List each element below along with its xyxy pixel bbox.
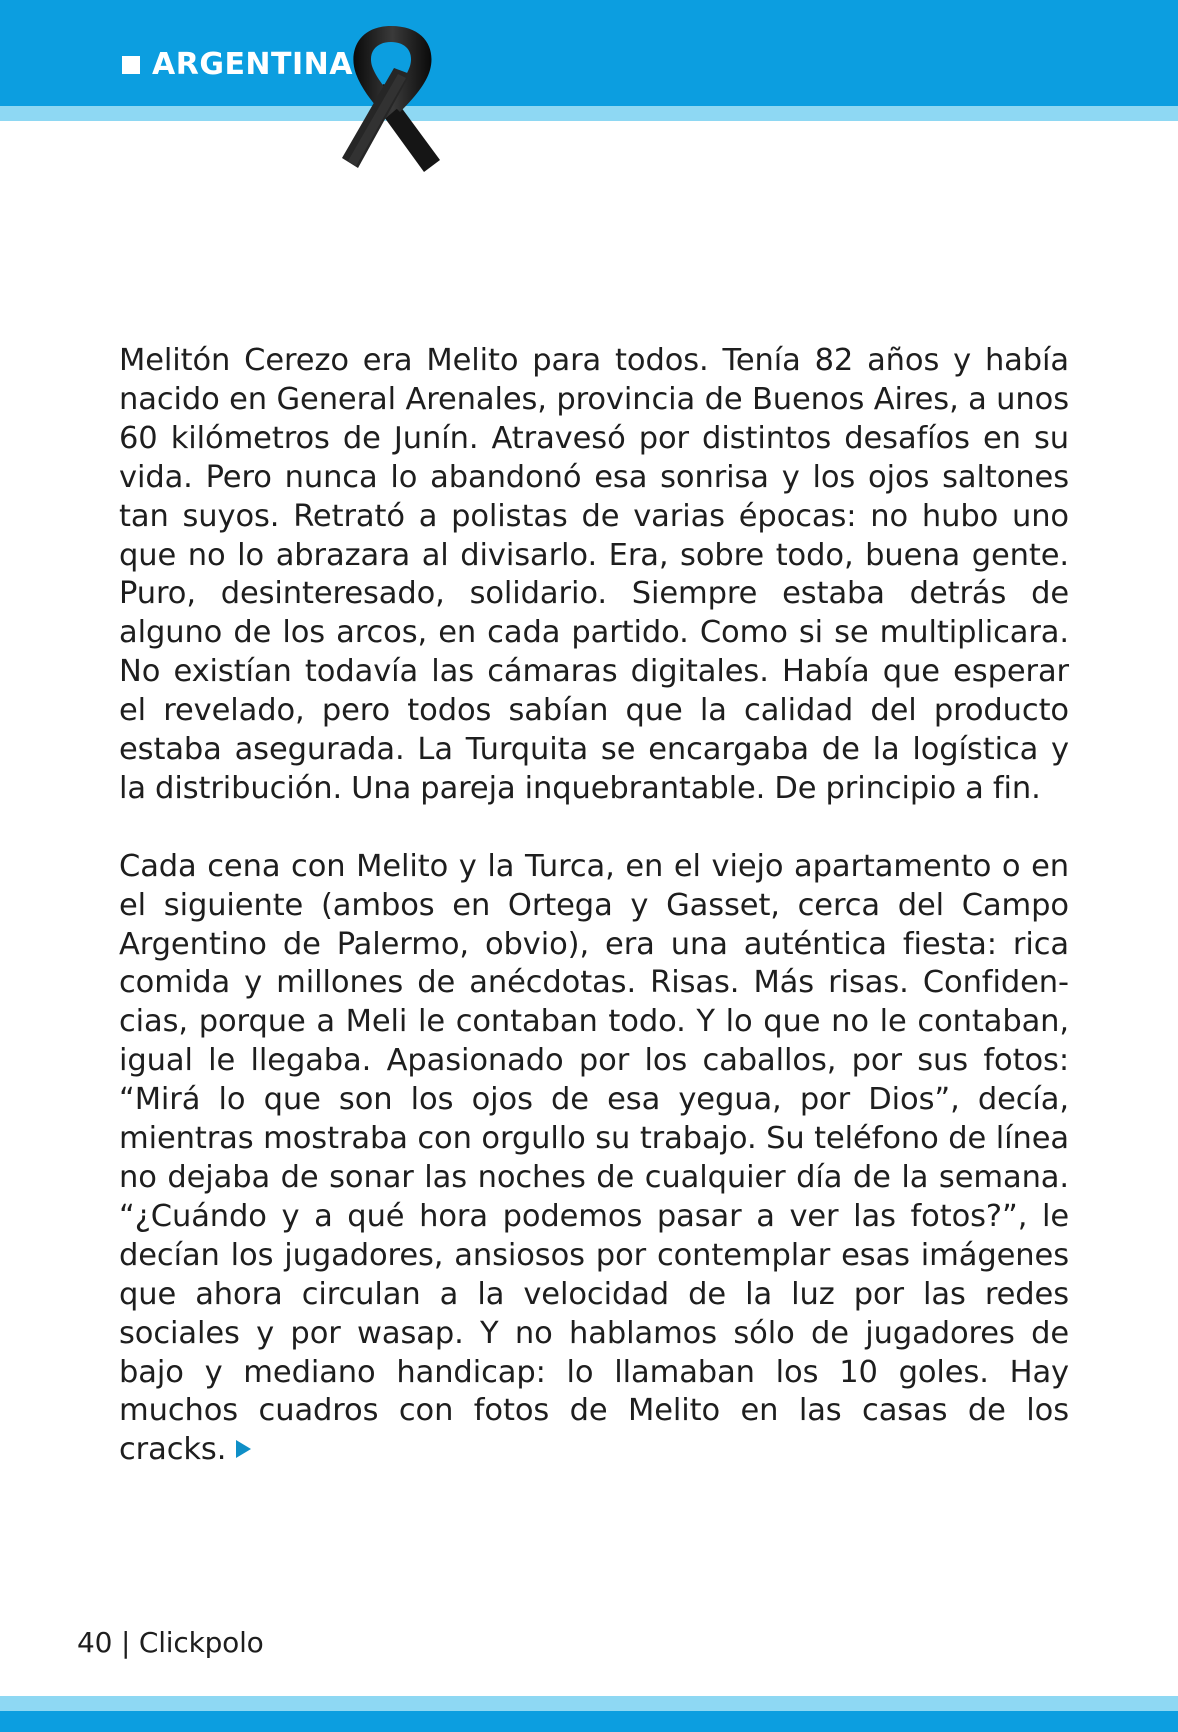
page-footer <box>77 1626 264 1659</box>
triangle-right-icon <box>236 1440 251 1458</box>
section-label: ARGENTINA <box>152 47 353 82</box>
section-tag <box>122 47 353 82</box>
article-paragraph-2 <box>119 848 1069 1471</box>
footer-band <box>0 1711 1178 1732</box>
article-paragraph-2-text: Cada cena con Melito y la Turca, en el viejo apartamento o en el siguiente (ambos en Ortega y Gasset, cerca del Campo Argentino de Palermo, obvio), era una auténtica fiesta: rica comida y millones de anécdotas. Risas. Más risas. Confidencias, porque a Meli le contaban todo. Y lo que no le contaban, igual le llegaba. Apasionado por los caballos, por sus fotos: “Mirá lo que son los ojos de esa yegua, por Dios”, decía, mientras mostraba con orgullo su trabajo. Su teléfono de línea no dejaba de sonar las noches de cualquier día de la semana. “¿Cuándo y a qué hora podemos pasar a ver las fotos?”, le decían los jugadores, ansiosos por contemplar esas imágenes que ahora circulan a la velocidad de la luz por las redes sociales y por wasap. Y no hablamos sólo de jugadores de bajo y mediano handicap: lo llamaban los 10 goles. Hay muchos cuadros con fotos de Melito en las casas de los cracks. <box>119 848 1069 1468</box>
header-stripe <box>0 106 1178 121</box>
publication-name: Clickpolo <box>138 1626 264 1659</box>
article-paragraph-1: Melitón Cerezo era Melito para todos. Tenía 82 años y había nacido en General Arenales, provincia de Buenos Aires, a unos 60 kilómetros de Junín. Atravesó por distintos desafíos en su vida. Pero nunca lo abandonó esa sonrisa y los ojos saltones tan suyos. Retrató a polistas de varias épocas: no hubo uno que no lo abrazara al divisarlo. Era, sobre todo, buena gente. Puro, desinteresado, solidario. Siempre estaba detrás de alguno de los arcos, en cada partido. Como si se multiplicara. No existían todavía las cámaras digitales. Había que esperar el revelado, pero todos sabían que la calidad del producto estaba asegurada. La Turquita se encargaba de la logística y la distribución. Una pareja inquebrantable. De principio a fin. <box>119 343 1069 806</box>
square-bullet-icon <box>122 56 140 74</box>
page-number: 40 <box>77 1626 113 1659</box>
footer-stripe <box>0 1696 1178 1711</box>
mourning-ribbon-icon <box>336 22 446 182</box>
footer-separator: | <box>120 1626 131 1659</box>
article-body <box>119 342 1069 1470</box>
